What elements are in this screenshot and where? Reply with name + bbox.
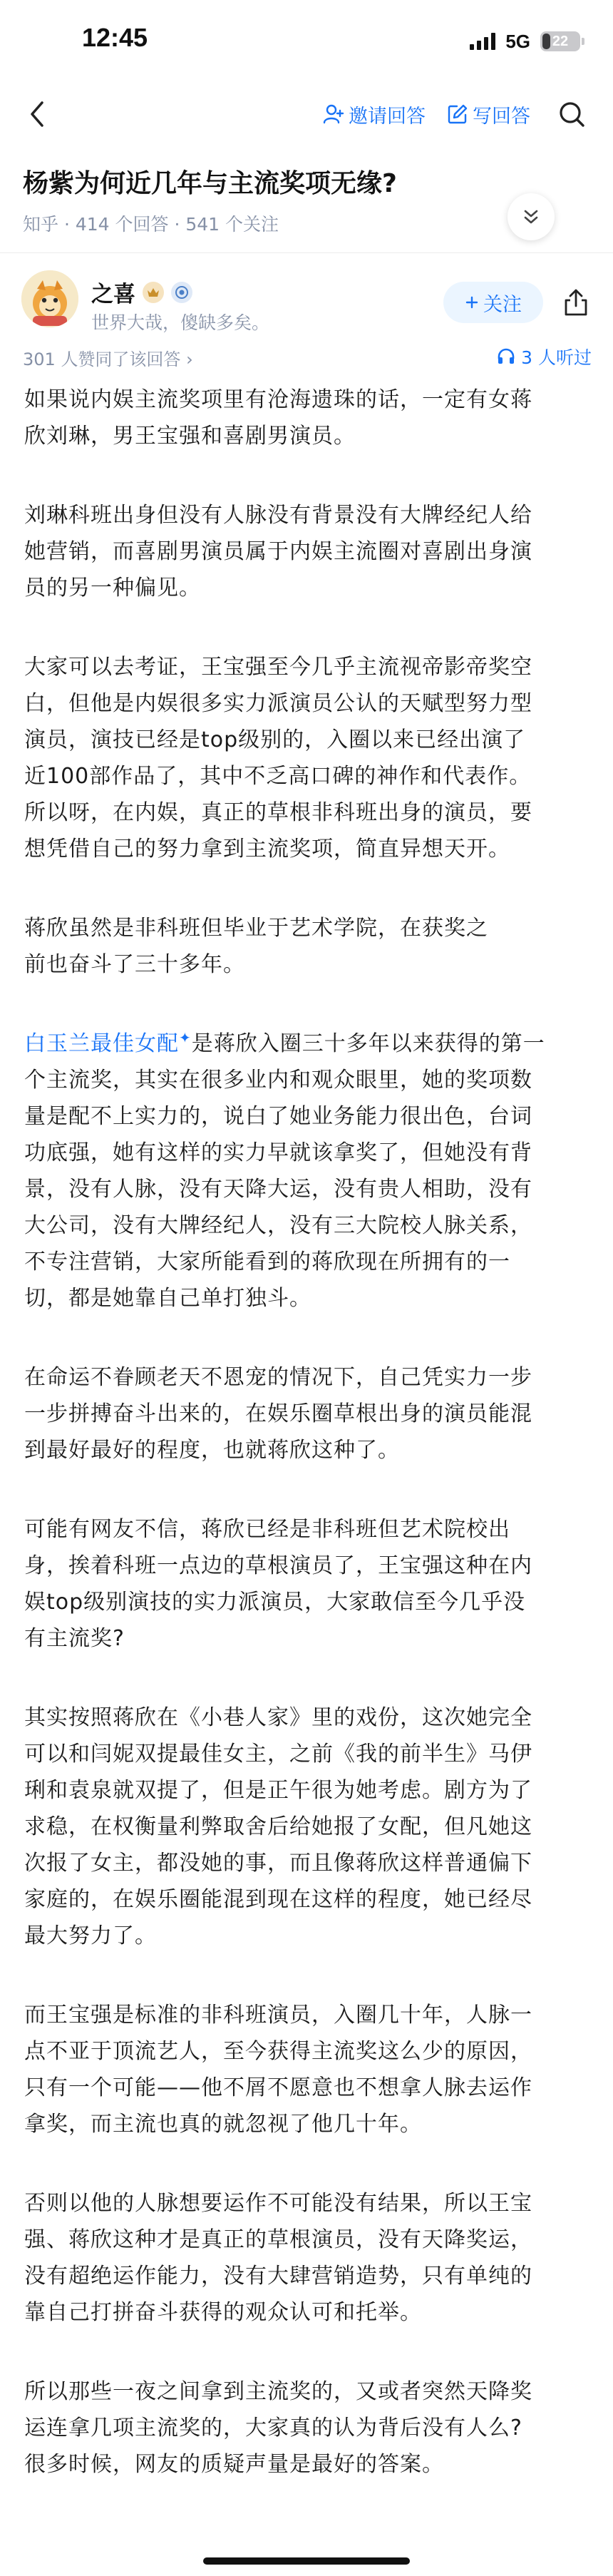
paragraph-5-line-3: 量是配不上实力的，说白了她业务能力很出色，台词 [24,1104,532,1129]
answer-paragraph-4: 蒋欣虽然是非科班但毕业于艺术学院，在获奖之 前也奋斗了三十多年。 [24,916,488,977]
write-answer-label: 写回答 [473,105,530,128]
search-icon [557,100,586,128]
header-divider [0,252,613,253]
expand-question-button[interactable] [508,193,555,240]
answer-body [24,382,592,2525]
status-indicators [470,27,584,56]
answer-paragraph-6: 在命运不眷顾老天不恩宠的情况下，自己凭实力一步 一步拼搏奋斗出来的，在娱乐圈草根出身的演员能混 到最好最好的程度，也就蒋欣这种了。 [24,1365,532,1463]
answer-paragraph-2: 刘琳科班出身但没有人脉没有背景没有大牌经纪人给 她营销，而喜剧男演员属于内娱主流圈对喜剧出身演 员的另一种偏见。 [24,503,532,600]
vote-count[interactable] [23,345,193,370]
chevron-right-icon: › [186,349,193,369]
search-button[interactable] [552,94,592,134]
answer-paragraph-5 [24,1026,592,1317]
answer-paragraph-7: 可能有网友不信，蒋欣已经是非科班但艺术院校出 身，挨着科班一点边的草根演员了，王宝强这种在内 娱top级别演技的实力派演员，大家敢信至今几乎没 有主流奖? [24,1517,532,1651]
answer-paragraph-10: 否则以他的人脉想要运作不可能没有结果，所以王宝 强、蒋欣这种才是真正的草根演员，没有天降奖运， 没有超绝运作能力，没有大肆营销造势，只有单纯的 靠自己打拼奋斗获得的观众认可和托举。 [24,2191,532,2325]
question-meta: 知乎 · 414 个回答 · 541 个关注 [23,214,279,235]
chevron-left-icon [26,100,48,128]
author-row [0,260,613,339]
battery-level: 22 [552,33,569,49]
author-bio: 世界大哉，傻缺多矣。 [91,312,270,333]
question-title[interactable]: 杨紫为何近几年与主流奖项无缘? [23,169,397,198]
home-indicator[interactable] [203,2557,410,2565]
paragraph-5-line-6: 大公司，没有大牌经纪人，没有三大院校人脉关系， [24,1213,532,1238]
listen-button[interactable] [497,344,592,369]
share-icon [562,287,590,317]
author-name[interactable]: 之喜 [91,282,135,307]
battery-icon [540,31,580,51]
paragraph-5-line-2: 个主流奖，其实在很多业内和观众眼里，她的奖项数 [24,1068,532,1093]
paragraph-5-line-1: 是蒋欣入圈三十多年以来获得的第一 [191,1031,545,1056]
answer-paragraph-11: 所以那些一夜之间拿到主流奖的，又或者突然天降奖 运连拿几项主流奖的，大家真的认为背后没有人么? 很多时候，网友的质疑声量是最好的答案。 [24,2379,532,2477]
paragraph-5-line-8: 切，都是她靠自己单打独斗。 [24,1286,311,1311]
battery-fill [542,34,550,49]
author-name-line [91,276,192,308]
vote-count-label: 301 人赞同了该回答 [23,349,181,369]
share-button[interactable] [556,282,596,323]
votes-row [0,341,613,377]
paragraph-5-line-7: 不专注营销，大家所能看到的蒋欣现在所拥有的一 [24,1249,510,1274]
answer-paragraph-8: 其实按照蒋欣在《小巷人家》里的戏份，这次她完全 可以和闫妮双提最佳女主，之前《我的前半生》马伊 琍和袁泉就双提了，但是正午很为她考虑。剧方为了 求稳，在权衡量利弊取舍后给她报了女配，但凡她这 次报了女主，都没她的事，而且像蒋欣这样普通偏下 家庭的，在娱乐圈能混到现在这样的程度，她已经尽 最大努力了。 [24,1705,532,1948]
battery-tip [582,38,584,45]
double-chevron-down-icon [521,207,541,227]
status-bar [0,0,613,78]
invite-answer-label: 邀请回答 [349,105,426,128]
answer-paragraph-3: 大家可以去考证，王宝强至今几乎主流视帝影帝奖空 白，但他是内娱很多实力派演员公认的天赋型努力型 演员，演技已经是top级别的，入圈以来已经出演了 近100部作品了，其中不乏高口碑的神作和代表作。 所以呀，在内娱，真正的草根非科班出身的演员，要 想凭借自己的努力拿到主流奖项，简直异想天开。 [24,655,532,862]
person-plus-icon [323,103,344,125]
follow-button[interactable] [443,282,543,323]
listen-count: 3 人听过 [521,347,592,368]
cartoon-avatar-icon [21,270,78,327]
status-time: 12:45 [82,23,148,52]
network-label: 5G [505,30,530,52]
avatar[interactable] [21,270,78,327]
search-link-baiyulan[interactable]: 白玉兰最佳女配 [24,1031,179,1056]
answer-paragraph-9: 而王宝强是标准的非科班演员，入圈几十年，人脉一 点不亚于顶流艺人，至今获得主流奖这么少的原因， 只有一个可能——他不屑不愿意也不想拿人脉去运作 拿奖，而主流也真的就忽视了他几十年。 [24,2003,532,2137]
follow-label: 关注 [483,293,522,316]
question-header [0,153,613,253]
nav-actions [323,93,592,136]
nav-bar [0,78,613,150]
write-answer-button[interactable] [447,101,530,128]
headphones-icon [497,347,515,366]
verified-badge-icon [171,282,192,303]
pencil-square-icon [447,103,468,125]
plus-icon [465,295,479,310]
signal-icon [470,33,495,50]
answer-paragraph-1: 如果说内娱主流奖项里有沧海遗珠的话，一定有女蒋 欣刘琳，男王宝强和喜剧男演员。 [24,387,532,449]
search-link-marker-icon: ✦ [179,1029,192,1046]
paragraph-5-line-4: 功底强，她有这样的实力早就该拿奖了，但她没有背 [24,1140,532,1165]
back-button[interactable] [16,93,58,136]
invite-answer-button[interactable] [323,101,426,128]
paragraph-5-line-5: 景，没有人脉，没有天降大运，没有贵人相助，没有 [24,1177,532,1202]
member-badge-icon [143,282,164,303]
